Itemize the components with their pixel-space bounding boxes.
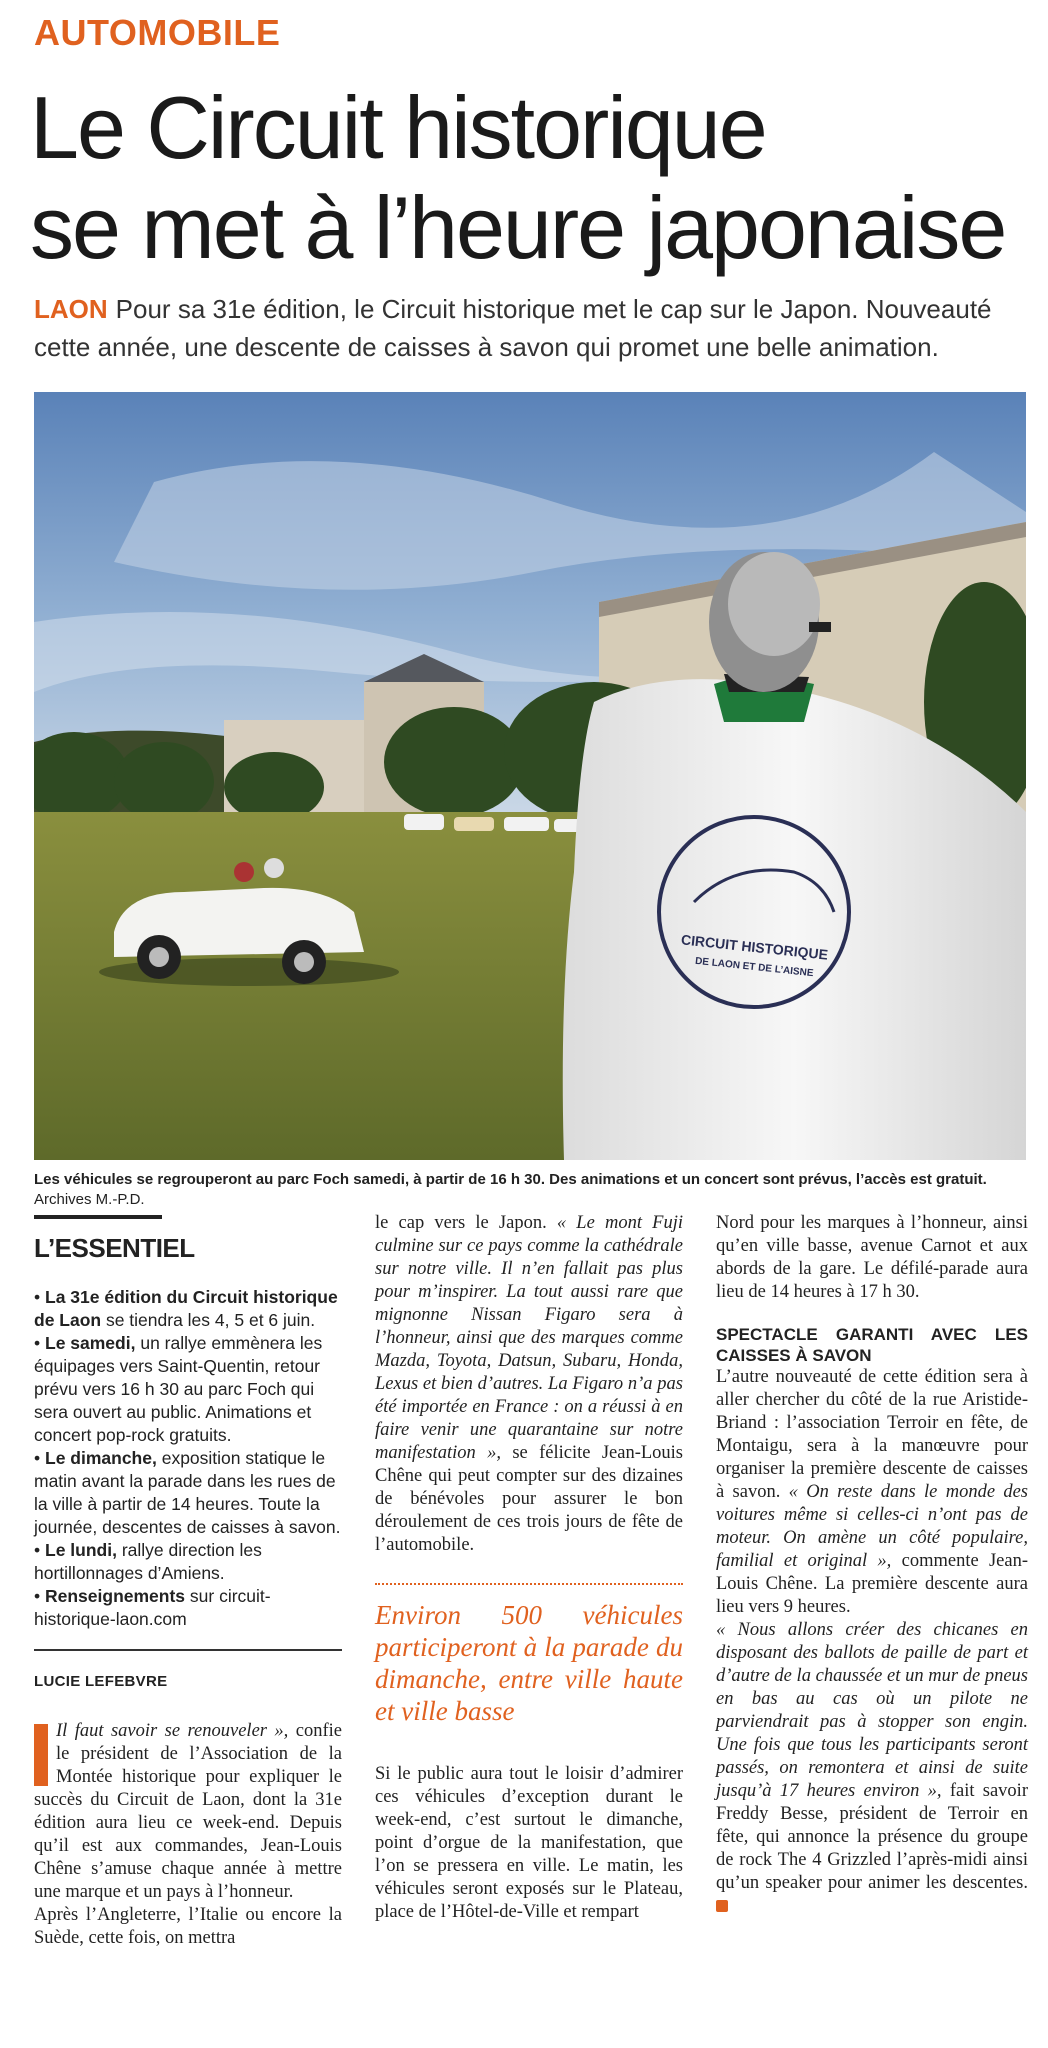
essentiel-item: • La 31e édition du Circuit historique de Laon se tiendra les 4, 5 et 6 juin. bbox=[34, 1287, 338, 1330]
pullquote: Environ 500 véhicules participeront à la parade du dimanche, entre ville haute et ville basse bbox=[375, 1600, 683, 1726]
shirt-logo-line-2: DE LAON ET DE L’AISNE bbox=[694, 955, 814, 980]
article-photo bbox=[34, 392, 1026, 1160]
author-byline: LUCIE LEFEBVRE bbox=[34, 1673, 168, 1690]
column-1 bbox=[34, 1212, 342, 1950]
end-of-article-mark bbox=[716, 1900, 728, 1912]
caption-text: Les véhicules se regrouperont au parc Foch samedi, à partir de 16 h 30. Des animations et un concert sont prévus, l’accès est gratuit. bbox=[34, 1171, 987, 1188]
essentiel-title: L’ESSENTIEL bbox=[34, 1233, 195, 1263]
essentiel-item: • Le dimanche, exposition statique le matin avant la parade dans les rues de la ville à partir de 14 heures. Toute la journée, descentes de caisses à savon. bbox=[34, 1448, 341, 1537]
shirt-logo-line-1: CIRCUIT HISTORIQUE bbox=[680, 931, 829, 963]
section-rubric: AUTOMOBILE bbox=[34, 12, 281, 53]
headline-line-2: se met à l’heure japonaise bbox=[30, 178, 1006, 277]
column-2: le cap vers le Japon. « Le mont Fuji culmine sur ce pays comme la cathédrale sur notre ville. Il n’en fallait pas plus pour m’inspirer. La tout aussi rare que mignonne Nissan Figaro sera à l’honneur, ainsi que des marques comme Mazda, Toyota, Datsun, Subaru, Honda, Lexus et bien d’autres. La Figaro n’a pas été importée en France : on a réussi à en faire venir une quarantaine sur notre manifestation », se félicite Jean-Louis Chêne qui peut compter sur des dizaines de bénévoles pour assurer le bon déroulement de ces trois jours de fête de l’automobile. Environ 500 véhicules participeront à la parade du dimanche, entre ville haute et ville basse Si le public aura tout le loisir d’admirer ces véhicules d’exception durant le week-end, c’est surtout le dimanche, point d’orgue de la manifestation, que l’on se pressera en ville. Le matin, les véhicules seront exposés sur le Plateau, place de l’Hôtel-de-Ville et rempart bbox=[375, 1213, 683, 1922]
headline-line-1: Le Circuit historique bbox=[30, 78, 766, 177]
essentiel-list bbox=[34, 1286, 342, 1631]
article-body-start: Il faut savoir se renouveler », confie le président de l’Association de la Montée historique pour expliquer le succès du Circuit de Laon, dont la 31e édition aura lieu ce week-end. Depuis qu’il est aux commandes, Jean-Louis Chêne s’amuse chaque année à mettre une marque et un pays à l’honneur. Après l’Angleterre, l’Italie ou encore la Suède, cette fois, on mettra bbox=[34, 1721, 342, 1948]
dateline-city: LAON bbox=[34, 294, 108, 324]
photo-caption bbox=[34, 1170, 1026, 1210]
lead-paragraph bbox=[34, 290, 1024, 366]
column-2-body: Si le public aura tout le loisir d’admirer ces véhicules d’exception durant le week-end, c’est surtout le dimanche, point d’orgue de la manifestation, que l’on se pressera en ville. Le matin, les véhicules seront exposés sur le Plateau, place de l’Hôtel-de-Ville et rempart bbox=[375, 1764, 683, 1922]
photo-credit: Archives M.-P.D. bbox=[34, 1191, 145, 1208]
column-3-body: L’autre nouveauté de cette édition sera à aller chercher du côté de la rue Aristide-Briand : l’association Terroir en fête, de Montaigu, sera à la manœuvre pour organiser la première descente de caisses à savon. « On reste dans le monde des voitures même si celles-ci n’ont pas de moteur. On amène un côté populaire, familial et original », commente Jean-Louis Chêne. La première descente aura lieu vers 9 heures. « Nous allons créer des chicanes en disposant des ballots de paille de part et d’autre de la chaussée et un mur de pneus en bas au cas où un pilote ne parviendrait pas à stopper son engin. Une fois que tous les participants seront passés, on remontera et ainsi de suite jusqu’à 17 heures environ », fait savoir Freddy Besse, président de Terroir en fête, qui annonce la présence du groupe de rock The 4 Grizzled l’après-midi ainsi qu’un speaker pour animer les descentes. bbox=[716, 1366, 1028, 1918]
essentiel-item: • Renseignements sur circuit-historique-laon.com bbox=[34, 1586, 271, 1629]
section-divider bbox=[34, 1649, 342, 1651]
pullquote-rule bbox=[375, 1583, 683, 1585]
column-3: Nord pour les marques à l’honneur, ainsi qu’en ville basse, avenue Carnot et aux abords de la gare. Le défilé-parade aura lieu de 14 heures à 17 h 30. SPECTACLE GARANTI AVEC LES CAISSES À SAVON L’autre nouveauté de cette édition sera à aller chercher du côté de la rue Aristide-Briand : l’association Terroir en fête, de Montaigu, sera à la manœuvre pour organiser la première descente de caisses à savon. « On reste dans le monde des voitures même si celles-ci n’ont pas de moteur. On amène un côté populaire, familial et original », commente Jean-Louis Chêne. La première descente aura lieu vers 9 heures. « Nous allons créer des chicanes en disposant des ballots de paille de part et d’autre de la chaussée et un mur de pneus en bas au cas où un pilote ne parviendrait pas à stopper son engin. Une fois que tous les participants seront passés, on remontera et ainsi de suite jusqu’à 17 heures environ », fait savoir Freddy Besse, président de Terroir en fête, qui annonce la présence du groupe de rock The 4 Grizzled l’après-midi ainsi qu’un speaker pour animer les descentes. bbox=[716, 1212, 1028, 1918]
lead-text: Pour sa 31e édition, le Circuit historique met le cap sur le Japon. Nouveauté cette année, une descente de caisses à savon qui promet une belle animation. bbox=[34, 294, 992, 362]
essentiel-item: • Le lundi, rallye direction les hortillonnages d’Amiens. bbox=[34, 1540, 262, 1583]
subheading: SPECTACLE GARANTI AVEC LES CAISSES À SAVON bbox=[716, 1325, 1028, 1365]
essentiel-rule bbox=[34, 1215, 162, 1219]
essentiel-item: • Le samedi, un rallye emmènera les équipages vers Saint-Quentin, retour prévu vers 16 h 30 au parc Foch qui sera ouvert au public. Animations et concert pop-rock gratuits. bbox=[34, 1333, 323, 1445]
drop-cap-marker bbox=[34, 1724, 48, 1786]
headline bbox=[30, 78, 1030, 278]
